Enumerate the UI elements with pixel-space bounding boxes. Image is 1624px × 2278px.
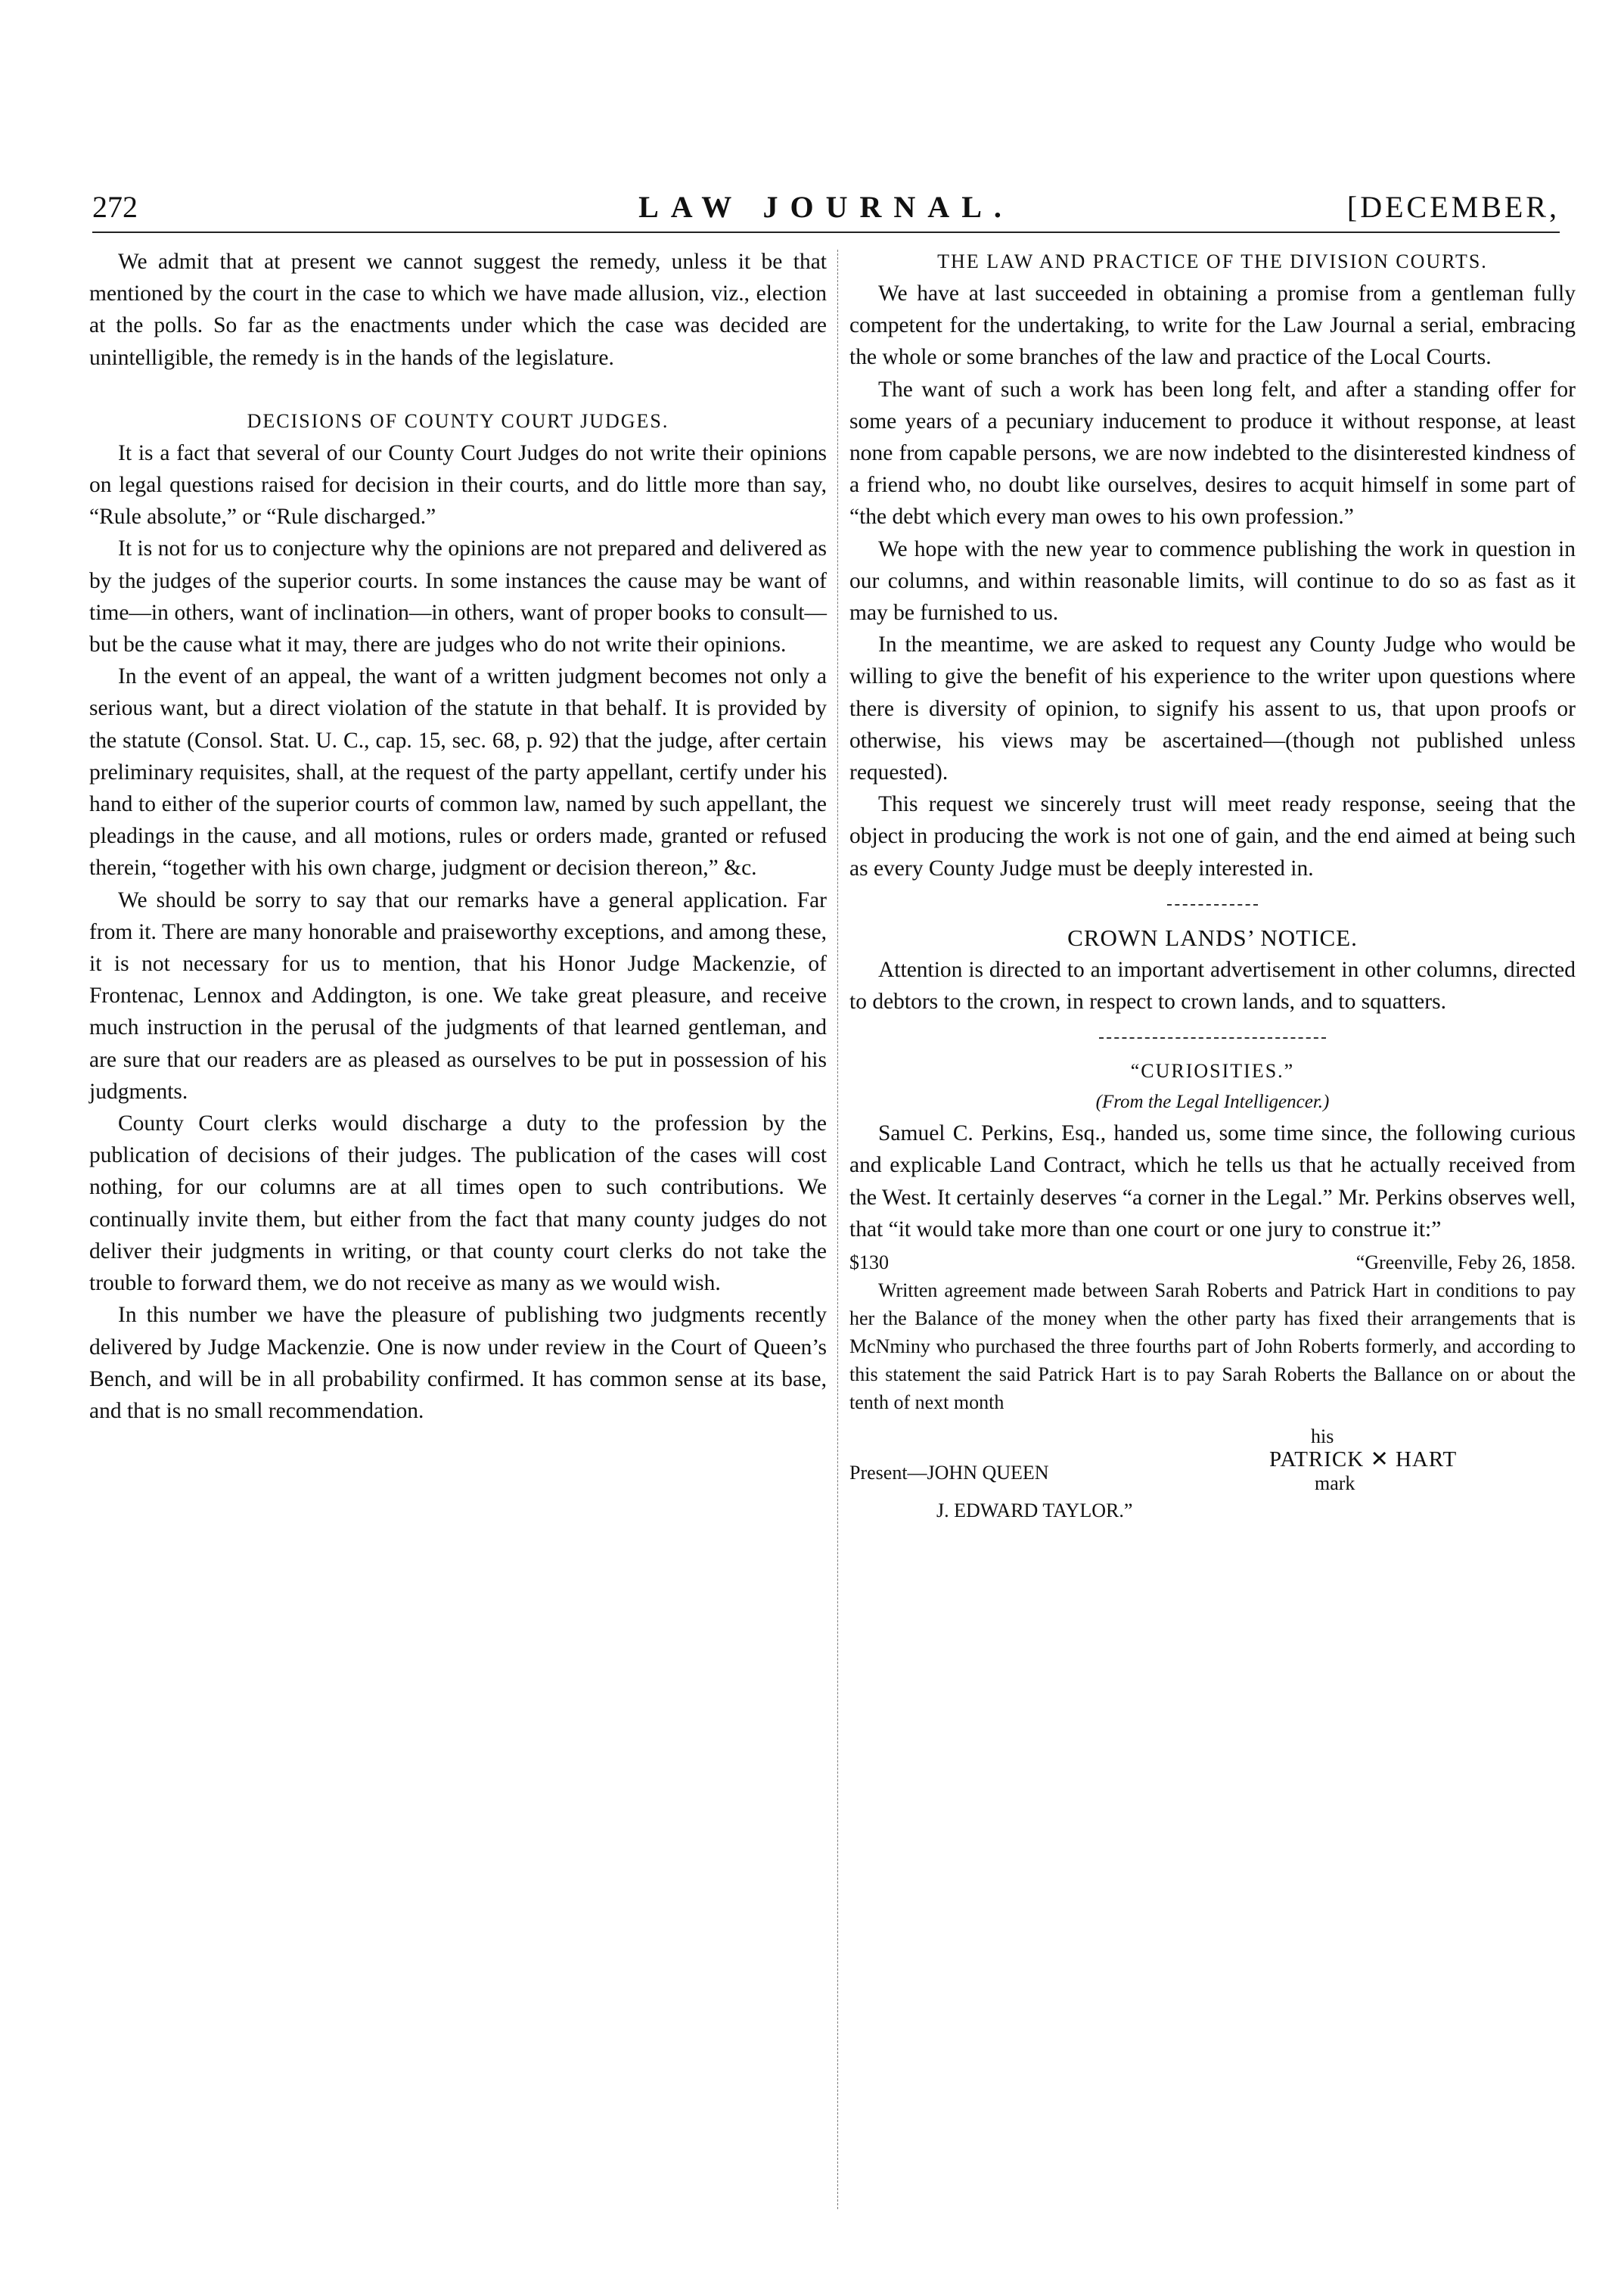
- heading-crown-lands: CROWN LANDS’ NOTICE.: [1067, 924, 1358, 951]
- issue-month: [DECEMBER,: [1346, 190, 1560, 224]
- paragraph: It is not for us to conjecture why the opinions are not prepared and delivered as by the judges of the superior courts. In some instances the cause may be want of time—in others, want of inclination—in others, want of proper books to consult—but be the cause what it may, there are judges who do not write their opinions.: [89, 536, 827, 657]
- heading-division-courts: THE LAW AND PRACTICE OF THE DIVISION COURTS.: [937, 250, 1488, 272]
- witness-line: J. EDWARD TAYLOR.”: [936, 1500, 1133, 1522]
- paragraph: We have at last succeeded in obtaining a promise from a gentleman fully competent for the undertaking, to write for the Law Journal a serial, embracing the whole or some branches of the law and practice of the Local Courts.: [849, 281, 1576, 370]
- paragraph: It is a fact that several of our County Court Judges do not write their opinions on legal questions raised for decision in their courts, and do little more than say, “Rule absolute,” or “Rule discharged.”: [89, 440, 827, 530]
- paragraph: We should be sorry to say that our remarks have a general application. Far from it. There are many honorable and praiseworthy exceptions, and among these, it is not necessary for us to mention, that his Honor Judge Mackenzie, of Frontenac, Lennox and Addington, is one. We take great pleasure, and receive much instruction in the perusal of the judgments of that learned gentleman, and are sure that our readers are as pleased as ourselves to be put in possession of his judgments.: [89, 887, 827, 1104]
- quoted-letter: [849, 1248, 1576, 1539]
- right-column: [849, 246, 1576, 2243]
- paragraph: In this number we have the pleasure of publishing two judgments recently delivered by Judge Mackenzie. One is now under review in the Court of Queen’s Bench, and will be in all probability confirmed. It has common sense at its base, and that is no small recommendation.: [89, 1303, 827, 1423]
- paragraph: In the event of an appeal, the want of a written judgment becomes not only a serious want, but a direct violation of the statute in that behalf. It is provided by the statute (Consol. Stat. U. C., cap. 15, sec. 68, p. 92) that the judge, after certain preliminary requisites, shall, at the request of the party appellant, certify under his hand to either of the superior courts of common law, named by such appellant, the pleadings in the cause, and all motions, rules or orders made, granted or refused therein, “together with his own charge, judgment or decision thereon,” &c.: [89, 664, 827, 881]
- paragraph: County Court clerks would discharge a duty to the profession by the publication of decisions of their judges. The publication of the cases will cost nothing, for our columns are at all times open to such contributions. We continually invite them, but either from the fact that many county judges do not deliver their judgments in writing, or that county court clerks do not take the trouble to forward them, we do not receive as many as we would wish.: [89, 1111, 827, 1296]
- source-line: (From the Legal Intelligencer.): [1095, 1092, 1330, 1113]
- letter-body: Written agreement made between Sarah Roberts and Patrick Hart in conditions to pay her the Balance of the money when the other party has fixed their arrangements that is McNminy who purchased the three fourths part of John Roberts formerly, and according to this statement the said Patrick Hart is to pay Sarah Roberts the Ballance on or about the tenth of next month: [849, 1279, 1576, 1414]
- header-rule: [92, 232, 1560, 233]
- section-ornament: [1167, 904, 1258, 906]
- column-divider: [837, 250, 838, 2209]
- paragraph: Samuel C. Perkins, Esq., handed us, some time since, the following curious and explicable Land Contract, which he tells us that he actually received from the West. It certainly deserves “a corner in the Legal.” Mr. Perkins observes well, that “it would take more than one court or one jury to construe it:”: [849, 1121, 1576, 1242]
- signature-block: [849, 1425, 1576, 1539]
- letter-amount: $130: [849, 1251, 889, 1274]
- left-column: [89, 246, 827, 2243]
- paragraph: The want of such a work has been long felt, and after a standing offer for some years of a pecuniary inducement to produce it without response, at least none from capable persons, we are now indebted to the disinterested kindness of a friend who, no doubt like ourselves, desires to acquit himself in some part of “the debt which every man owes to his own profession.”: [849, 377, 1576, 530]
- witness-line: Present—JOHN QUEEN: [849, 1462, 1049, 1484]
- letter-place-date: “Greenville, Feby 26, 1858.: [1355, 1251, 1576, 1274]
- journal-title: LAW JOURNAL.: [638, 190, 1014, 224]
- heading-decisions: DECISIONS OF COUNTY COURT JUDGES.: [247, 409, 669, 432]
- intro-paragraph: We admit that at present we cannot suggest the remedy, unless it be that mentioned by the court in the case to which we have made allusion, viz., election at the polls. So far as the enactments under which the case was decided are unintelligible, the remedy is in the hands of the legislature.: [89, 250, 827, 370]
- letter-dateline: [849, 1248, 1576, 1276]
- paragraph: This request we sincerely trust will meet ready response, seeing that the object in producing the work is not one of gain, and the end aimed at being such as every County Judge must be deeply interested in.: [849, 792, 1576, 881]
- section-ornament: [1099, 1037, 1326, 1039]
- page-number: 272: [92, 190, 138, 224]
- heading-curiosities: “CURIOSITIES.”: [1130, 1060, 1295, 1083]
- paragraph: We hope with the new year to commence publishing the work in question in our columns, and within reasonable limits, will continue to do so as fast as it may be furnished to us.: [849, 536, 1576, 626]
- paragraph: Attention is directed to an important advertisement in other columns, directed to debtors to the crown, in respect to crown lands, and to squatters.: [849, 957, 1576, 1015]
- running-head: [92, 188, 1560, 227]
- signature-his: his: [1311, 1425, 1334, 1448]
- signature-name: PATRICK ✕ HART: [1269, 1447, 1458, 1472]
- spacer: [89, 374, 827, 406]
- paragraph: In the meantime, we are asked to request any County Judge who would be willing to give the benefit of his experience to the writer upon questions where there is diversity of opinion, to signify his assent to us, that upon proofs or otherwise, his views may be ascertained—(though not published unless requested).: [849, 632, 1576, 785]
- signature-mark: mark: [1315, 1472, 1355, 1495]
